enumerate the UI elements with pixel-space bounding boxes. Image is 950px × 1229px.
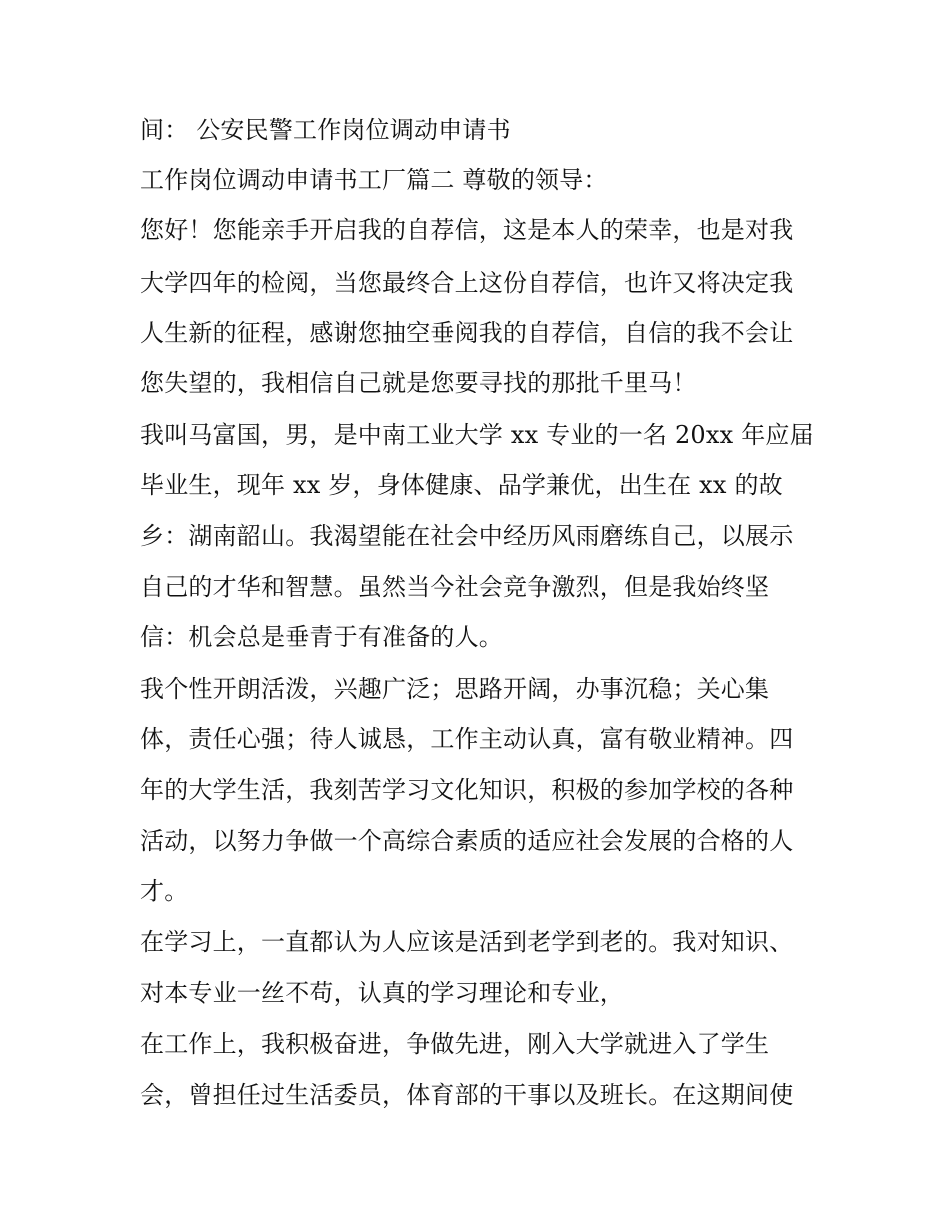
text-line: 我个性开朗活泼，兴趣广泛；思路开阔，办事沉稳；关心集 <box>140 675 770 703</box>
text-line: 年的大学生活，我刻苦学习文化知识，积极的参加学校的各种 <box>140 776 794 804</box>
text-line: 大学四年的检阅，当您最终合上这份自荐信，也许又将决定我 <box>140 269 794 297</box>
text-line: 才。 <box>140 877 189 905</box>
text-line: 您失望的，我相信自己就是您要寻找的那批千里马！ <box>140 369 697 397</box>
text-line: 体，责任心强；待人诚恳，工作主动认真，富有敬业精神。四 <box>140 725 794 753</box>
text-line: 工作岗位调动申请书工厂篇二 尊敬的领导： <box>140 166 608 194</box>
text-line: 我叫马富国，男，是中南工业大学 xx 专业的一名 20xx 年应届 <box>140 421 814 449</box>
text-line: 间： 公安民警工作岗位调动申请书 <box>140 116 511 144</box>
text-line: 人生新的征程，感谢您抽空垂阅我的自荐信，自信的我不会让 <box>140 319 794 347</box>
text-line: 对本专业一丝不苟，认真的学习理论和专业， <box>140 979 624 1007</box>
text-line: 信：机会总是垂青于有准备的人。 <box>140 623 503 651</box>
text-line: 在工作上，我积极奋进，争做先进，刚入大学就进入了学生 <box>140 1030 770 1058</box>
text-line: 毕业生，现年 xx 岁，身体健康、品学兼优，出生在 xx 的故 <box>140 471 783 499</box>
text-line: 乡：湖南韶山。我渴望能在社会中经历风雨磨练自己，以展示 <box>140 522 794 550</box>
text-line: 会，曾担任过生活委员，体育部的干事以及班长。在这期间使 <box>140 1081 794 1109</box>
text-line: 您好！您能亲手开启我的自荐信，这是本人的荣幸，也是对我 <box>140 216 794 244</box>
text-line: 自己的才华和智慧。虽然当今社会竞争激烈，但是我始终坚 <box>140 573 770 601</box>
text-line: 在学习上，一直都认为人应该是活到老学到老的。我对知识、 <box>140 928 794 956</box>
text-line: 活动，以努力争做一个高综合素质的适应社会发展的合格的人 <box>140 827 794 855</box>
